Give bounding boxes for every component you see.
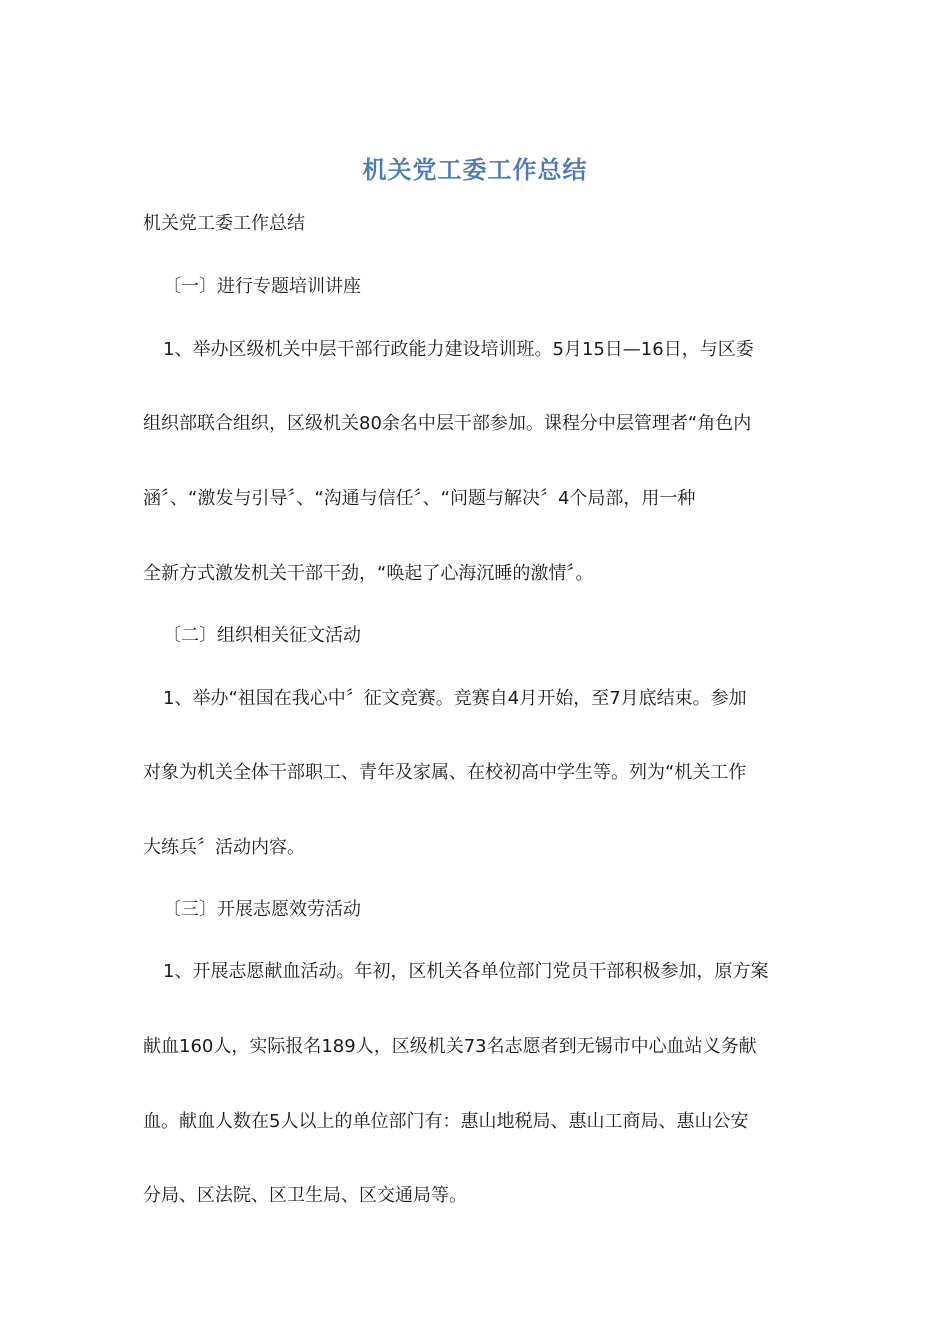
document-subtitle: 机关党工委工作总结 [143, 213, 305, 234]
paragraph-line: 全新方式激发机关干部干劲，“唤起了心海沉睡的激情〞。 [143, 563, 594, 584]
paragraph-line: 献血160人，实际报名189人，区级机关73名志愿者到无锡市中心血站义务献 [143, 1036, 757, 1057]
paragraph-line: 组织部联合组织，区级机关80余名中层干部参加。课程分中层管理者“角色内 [143, 413, 752, 434]
paragraph-line: 1、开展志愿献血活动。年初，区机关各单位部门党员干部积极参加，原方案 [163, 961, 769, 982]
paragraph-line: 血。献血人数在5人以上的单位部门有：惠山地税局、惠山工商局、惠山公安 [143, 1111, 749, 1132]
section-heading: 〔二〕组织相关征文活动 [163, 625, 361, 646]
paragraph-line: 涵〞、“激发与引导〞、“沟通与信任〞、“问题与解决〞4个局部，用一种 [143, 488, 696, 509]
document-title: 机关党工委工作总结 [362, 155, 588, 184]
section-heading: 〔一〕进行专题培训讲座 [163, 276, 361, 297]
paragraph-line: 对象为机关全体干部职工、青年及家属、在校初高中学生等。列为“机关工作 [143, 762, 747, 783]
paragraph-line: 1、举办区级机关中层干部行政能力建设培训班。5月15日—16日，与区委 [163, 339, 754, 360]
paragraph-line: 分局、区法院、区卫生局、区交通局等。 [143, 1185, 467, 1206]
paragraph-line: 大练兵〞活动内容。 [143, 837, 305, 858]
section-heading: 〔三〕开展志愿效劳活动 [163, 899, 361, 920]
paragraph-line: 1、举办“祖国在我心中〞征文竞赛。竞赛自4月开始，至7月底结束。参加 [163, 688, 747, 709]
